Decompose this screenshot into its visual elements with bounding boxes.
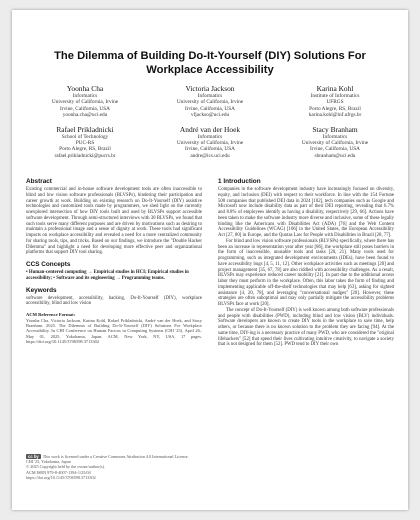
author-card [276, 125, 394, 160]
license-line: ACM ISBN 979-8-4007-1394-1/25/04 [26, 469, 91, 475]
author-affiliation-line: University of California, Irvine [51, 99, 119, 106]
author-affiliation-line: Institute of Informatics [310, 93, 360, 99]
author-affiliation-line: University of California, Irvine [176, 99, 244, 106]
author-row [26, 84, 394, 119]
ccs-heading: CCS Concepts [26, 261, 71, 268]
license-line: cc by This work is licensed under a Creative Commons Attribution 4.0 International License. [28, 454, 189, 459]
abstract-heading: Abstract [26, 178, 52, 185]
author-email: rafael.prikladnicki@pucrs.br [54, 152, 116, 159]
author-affiliation-line: School of Technology [61, 133, 109, 140]
author-affiliation-line: Irvine, California, USA [184, 105, 235, 112]
author-affiliation-line: University of California, Irvine [301, 140, 369, 147]
license-line: © 2025 Copyright held by the owner/author(s). [26, 464, 106, 470]
introduction-heading: 1 Introduction [218, 178, 261, 185]
paper-page [12, 10, 408, 510]
acm-reference-heading: ACM Reference Format: [26, 312, 76, 318]
author-affiliation-line: Informatics [197, 93, 223, 99]
acm-reference-text: Yoonha Cha, Victoria Jackson, Karina Kohl, Rafael Prikladnicki, André van der Hoek, and Stacy Branham. 2025. The Dilemma of Building Do-It-Yourself (DIY) Solutions For Workplace Accessibility. In CHI Conference on Human Factors in Computing Systems (CHI '25), April 26–May 01, 2025, Yokohama, Japan. ACM, New York, NY, USA, 17 pages. https://doi.org/10.1145/3706598.3713302 [26, 317, 202, 344]
author-block [26, 84, 394, 165]
ccs-concepts-text: • Human-centered computing → Empirical studies in HCI; Empirical studies in accessibility; • Software and its engineering → Programming teams. [26, 270, 189, 281]
author-email: andre@ics.uci.edu [190, 152, 230, 159]
author-affiliation-line: Informatics [322, 133, 348, 140]
left-column [26, 178, 202, 344]
author-card [151, 84, 269, 119]
author-affiliation-line: Informatics [72, 93, 98, 99]
intro-paragraph: Companies in the software development industry have increasingly focused on diversity, equity, and inclusion (DEI) with respect to their workforce. In line with the 154 Fortune 500 companies that published DEI data in 2024 [102], tech companies such as Google and Microsoft now include disability data as part of their DEI reporting, revealing that 6.7% and 8.8% of employees identify as having a disability, respectively [29, 66]. Actions have been taken to make the software industry more diverse and inclusive, some of these legally binding like the Americans with Disabilities Act (ADA) [76] and the Web Content Accessibility Guidelines (WCAG) [106] in the United States, the European Accessibility Act [27, 80] in Europe, and the Quotas Law for People with Disabilities in Brazil [28, 77]. [218, 187, 394, 238]
author-card [276, 84, 394, 119]
author-name: Karina Kohl [316, 84, 354, 93]
author-affiliation-line: Informatics [197, 133, 223, 140]
author-affiliation-line: University of California, Irvine [176, 140, 244, 147]
author-name: Yoonha Cha [66, 84, 104, 93]
author-name: Stacy Branham [312, 124, 358, 134]
author-row [26, 125, 394, 160]
author-name: André van der Hoek [179, 124, 241, 134]
author-affiliation-line: PUC-RS [75, 140, 95, 147]
author-affiliation-line: UFRGS [326, 99, 344, 106]
author-name: Victoria Jackson [185, 84, 235, 93]
author-affiliation-line: Porto Alegre, RS, Brazil [309, 105, 361, 112]
keywords-heading: Keywords [26, 286, 57, 294]
author-email: yoonha.cha@uci.edu [62, 112, 108, 119]
keywords-text: software development, accessibility, hacking, Do-It-Yourself (DIY), workplace accessibility, blind and low vision [26, 295, 202, 307]
author-email: sbranham@uci.edu [314, 152, 356, 159]
doi-link[interactable]: https://doi.org/10.1145/3706598.3713302 [26, 474, 96, 480]
author-name: Rafael Prikladnicki [56, 124, 114, 134]
author-affiliation-line: Porto Alegre, RS, Brazil [59, 146, 111, 153]
license-block [26, 454, 202, 480]
author-email: karina.kohl@inf.ufrgs.br [308, 112, 362, 119]
author-affiliation-line: Irvine, California, USA [59, 105, 110, 112]
author-card [151, 125, 269, 160]
author-affiliation-line: Irvine, California, USA [309, 146, 360, 153]
intro-paragraph: For blind and low vision software professionals (BLVSPs) specifically, where there has been an increase in representation year after year [86], the workplace still poses barriers in the form of inaccessible, unusable tools and tasks [20, 21]. Many tools used for programming, such as integrated development environments (IDEs), have been found to have accessibility bugs [4, 5, 11, 12]. Other workplace activities such as meetings [20] and project management [35, 67, 78] are also riddled with accessibility challenges. As a result, BLVSPs may experience reduced career mobility [21]. In part due to the additional access labor they must perform in the workplace. Often, this labor takes the form of finding and implementing applicable off-the-shelf technologies that may help [63], asking for sighted assistance [4, 20, 78], and leveraging "conversational nudges" [20]. However, these strategies are often suboptimal and may only partially mitigate the accessibility problems BLVSPs face at work [20]. [218, 238, 394, 307]
paper-title: The Dilemma of Building Do-It-Yourself (DIY) Solutions For Workplace Accessibility [54, 50, 366, 76]
author-affiliation-line: Irvine, California, USA [184, 146, 235, 153]
right-column [218, 178, 394, 348]
author-card [26, 125, 144, 160]
author-card [26, 84, 144, 119]
license-line: CHI '25, Yokohama, Japan [26, 459, 71, 465]
author-email: vfjackso@uci.edu [190, 112, 230, 119]
abstract-text: Existing commercial and in-house software development tools are often inaccessible to blind and low vision software professionals (BLVSPs), hindering their participation and career growth at work. Building on existing research on Do-It-Yourself (DIY) assistive technologies and customized tools made by programmers, we shed light on the currently unexplored intersection of how DIY tools built and used by BLVSPs support accessible software development. Through semi-structured interviews with 30 BLVSPs, we found that such tools serve many different purposes and are driven by motivations such as desiring to maintain a professional image and a sense of dignity at work. These tools had significant impacts on workplace accessibility and revealed a need for a more centralized community for sharing tools, tips, and tricks. Based on our findings, we introduce the "Double Hacker Dilemma" and highlight a need for developing more effective peer and organizational platforms that support DIY tool sharing. [26, 187, 202, 256]
intro-paragraph: The concept of Do-It-Yourself (DIY) is well known among both software professionals and people with disabilities (PWD), including blind and low vision (BLV) individuals. Software developers are known to create DIY tools in the workplace to save time, help others, or because there is no known solution to the problem they are facing [94]. At the same time, DIY-ing is a necessary practice of many PWD, who are considered the "original lifehackers" [52] that spend their lives cultivating intuitive creativity, to navigate a society that is not designed for them [52]. PWD tend to DIY their own [218, 307, 394, 348]
creative-commons-icon: cc by [28, 454, 39, 459]
